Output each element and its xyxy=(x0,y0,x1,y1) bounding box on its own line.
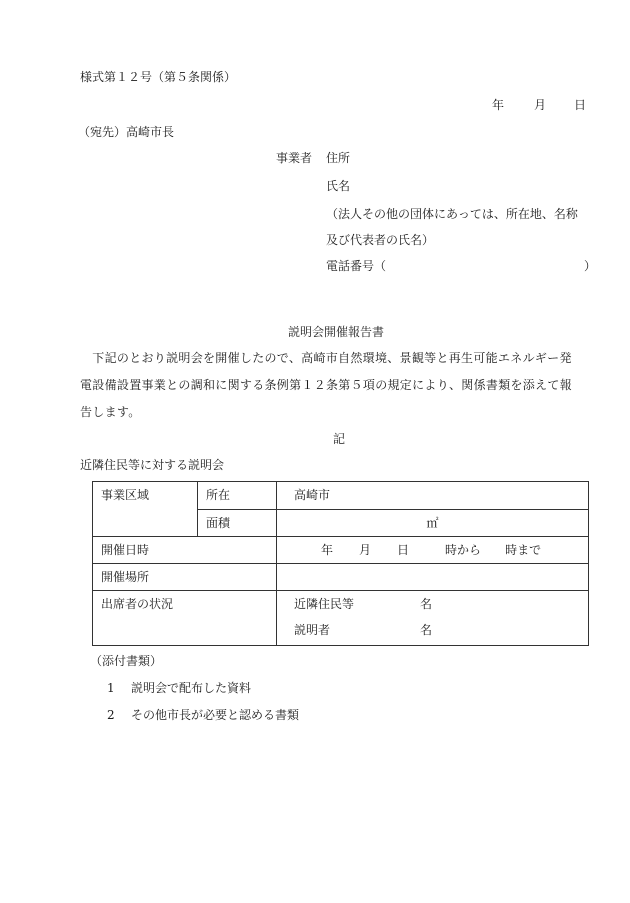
project-area-label-cell xyxy=(93,482,198,537)
datetime-value-cell[interactable] xyxy=(277,537,589,564)
attachment-item-1-number: 1 xyxy=(107,681,115,695)
attachment-item-1-text: 説明会で配布した資料 xyxy=(131,681,252,695)
attendance-label-cell xyxy=(93,591,277,646)
size-value-cell[interactable] xyxy=(277,510,589,537)
datetime-label: 開催日時 xyxy=(101,543,150,557)
venue-label: 開催場所 xyxy=(101,570,150,584)
location-label-cell xyxy=(198,482,277,510)
location-value-cell[interactable] xyxy=(277,482,589,510)
applicant-note-line2: 及び代表者の氏名） xyxy=(326,233,435,247)
attachment-item-2-text: その他市長が必要と認める書類 xyxy=(131,708,300,722)
phone-label: 電話番号（ xyxy=(326,259,387,273)
datetime-to: 時まで xyxy=(505,543,542,557)
applicant-role: 事業者 xyxy=(276,151,313,165)
size-label-cell xyxy=(198,510,277,537)
location-label: 所在 xyxy=(206,488,231,502)
datetime-day: 日 xyxy=(397,543,410,557)
venue-label-cell xyxy=(93,564,277,591)
ki-heading: 記 xyxy=(333,432,346,446)
section-title: 近隣住民等に対する説明会 xyxy=(80,458,225,472)
attendance-label: 出席者の状況 xyxy=(101,597,174,611)
address-label: 住所 xyxy=(326,151,351,165)
date-year-label: 年 xyxy=(492,98,505,112)
attachment-item-2-number: 2 xyxy=(107,708,115,722)
presenters-unit: 名 xyxy=(420,623,433,637)
datetime-month: 月 xyxy=(359,543,372,557)
attendance-value-cell[interactable] xyxy=(277,591,589,646)
attachments-heading: （添付書類） xyxy=(90,654,163,668)
body-line-3: 告します。 xyxy=(80,405,141,419)
name-label: 氏名 xyxy=(326,179,351,193)
body-line-1: 下記のとおり説明会を開催したので、高崎市自然環境、景観等と再生可能エネルギー発 xyxy=(80,351,572,365)
datetime-label-cell xyxy=(93,537,277,564)
datetime-year: 年 xyxy=(321,543,334,557)
applicant-note-line1: （法人その他の団体にあっては、所在地、名称 xyxy=(326,207,578,221)
date-day-label: 日 xyxy=(574,98,587,112)
size-unit: ㎡ xyxy=(426,516,439,530)
location-value: 高崎市 xyxy=(294,488,331,502)
presenters-label: 説明者 xyxy=(294,623,331,637)
size-label: 面積 xyxy=(206,516,231,530)
date-month-label: 月 xyxy=(534,98,547,112)
document-title: 説明会開催報告書 xyxy=(288,325,385,339)
residents-label: 近隣住民等 xyxy=(294,597,355,611)
document-body xyxy=(80,345,600,426)
venue-value-cell[interactable] xyxy=(277,564,589,591)
datetime-from: 時から xyxy=(445,543,482,557)
attachment-item-1 xyxy=(107,679,251,696)
phone-close-paren: ） xyxy=(584,259,597,273)
attachment-item-2 xyxy=(107,706,299,723)
addressee: （宛先）高崎市長 xyxy=(78,125,175,139)
form-number: 様式第１２号（第５条関係） xyxy=(80,70,237,84)
body-line-2: 電設備設置事業との調和に関する条例第１２条第５項の規定により、関係書類を添えて報 xyxy=(80,378,573,392)
meeting-report-table xyxy=(92,481,589,646)
residents-unit: 名 xyxy=(420,597,433,611)
project-area-label: 事業区域 xyxy=(101,488,150,502)
